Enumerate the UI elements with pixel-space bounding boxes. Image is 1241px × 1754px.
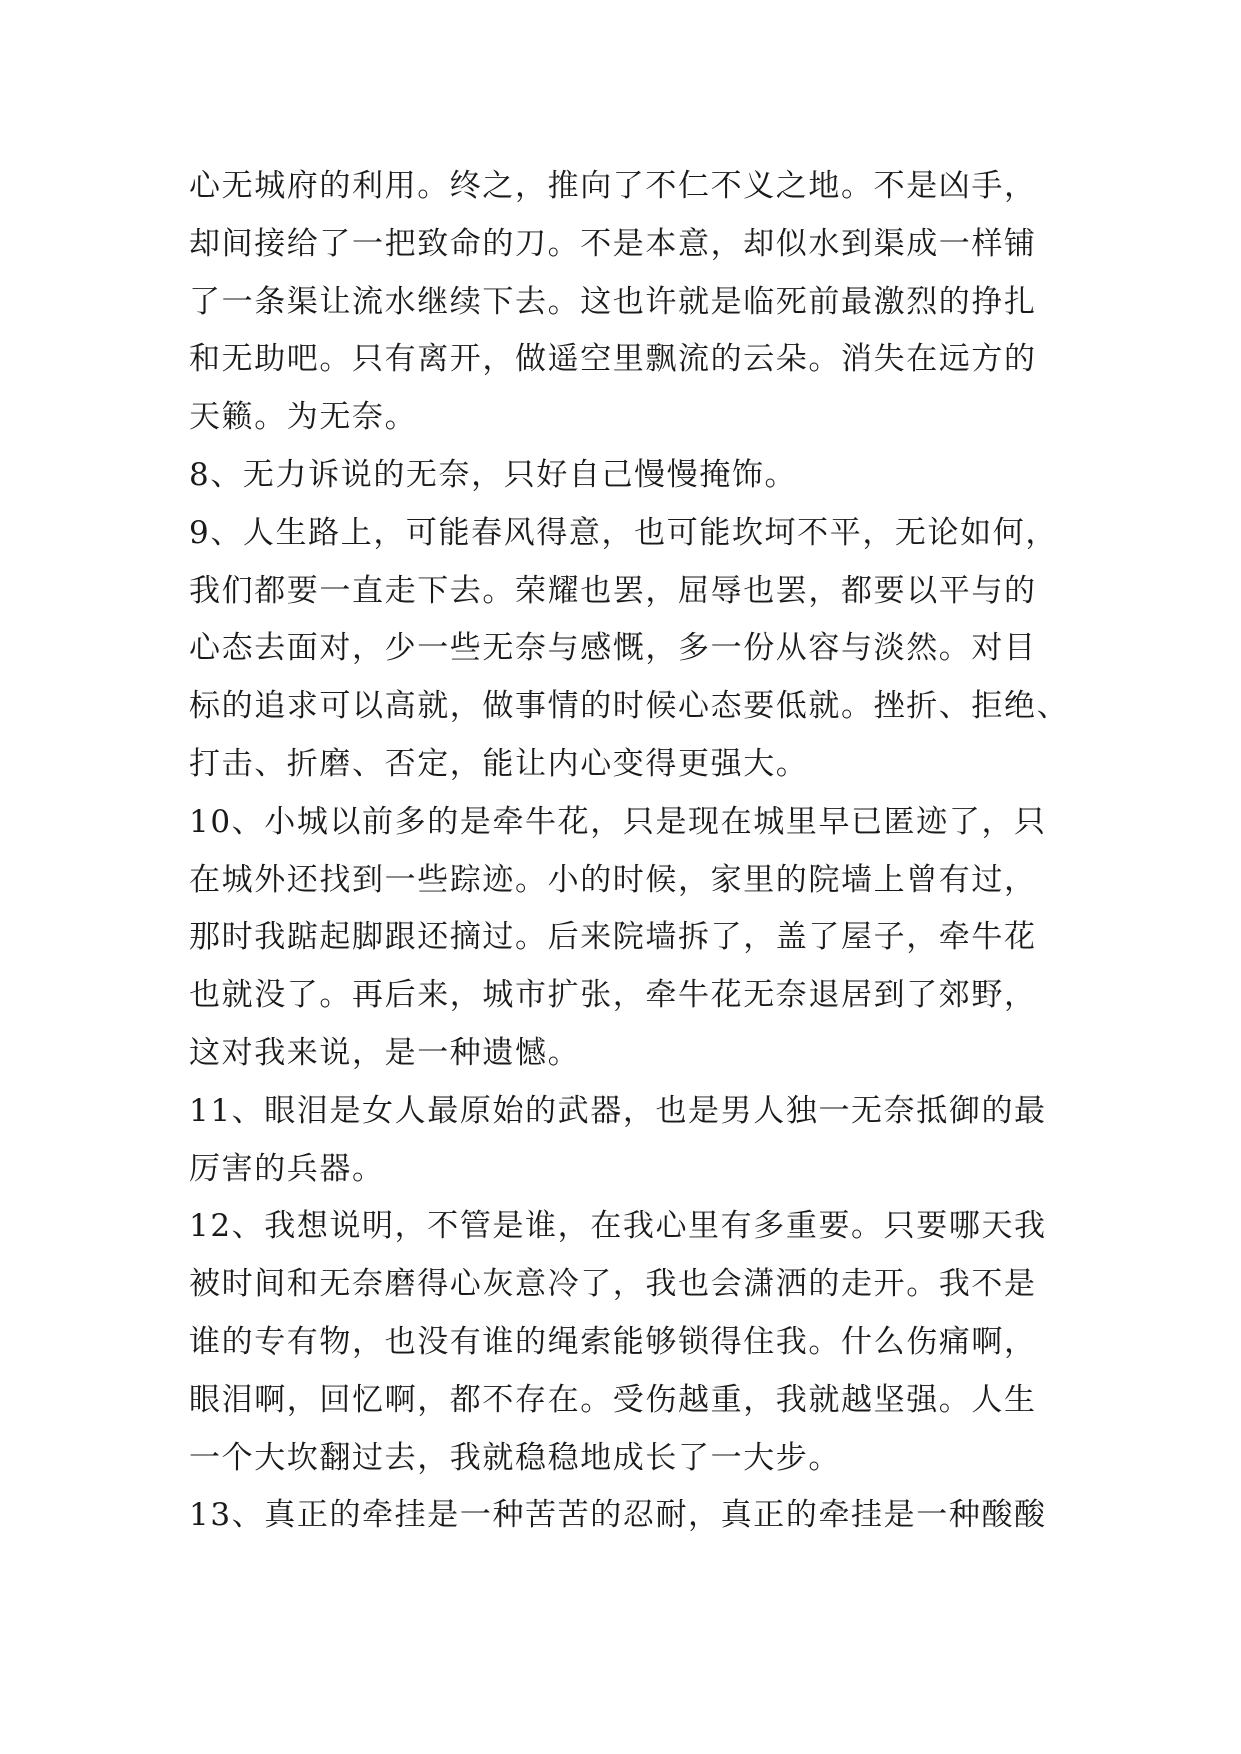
text-line: 标的追求可以高就，做事情的时候心态要低就。挫折、拒绝、 [189,688,1070,725]
paragraph-item-13 [189,1487,1069,1545]
text-line: 和无助吧。只有离开，做遥空里飘流的云朵。消失在远方的 [189,341,1037,378]
paragraph-item-12 [189,1198,1069,1487]
paragraph-item-9 [189,505,1069,794]
text-line: 13、真正的牵挂是一种苦苦的忍耐，真正的牵挂是一种酸酸 [189,1497,1047,1534]
text-line: 9、人生路上，可能春风得意，也可能坎坷不平，无论如何， [189,514,1058,551]
text-line: 8、无力诉说的无奈，只好自己慢慢掩饰。 [189,456,798,493]
text-line: 11、眼泪是女人最原始的武器，也是男人独一无奈抵御的最 [189,1092,1047,1129]
text-line: 厉害的兵器。 [189,1150,385,1187]
text-line: 我们都要一直走下去。荣耀也罢，屈辱也罢，都要以平与的 [189,572,1037,609]
text-line: 10、小城以前多的是牵牛花，只是现在城里早已匿迹了，只 [189,803,1047,840]
text-line: 一个大坎翻过去，我就稳稳地成长了一大步。 [189,1439,841,1476]
text-line: 在城外还找到一些踪迹。小的时候，家里的院墙上曾有过， [189,861,1037,898]
text-line: 却间接给了一把致命的刀。不是本意，却似水到渠成一样铺 [189,225,1037,262]
text-line: 天籁。为无奈。 [189,399,418,436]
text-line: 心无城府的利用。终之，推向了不仁不义之地。不是凶手， [189,168,1037,204]
paragraph-item-10 [189,794,1069,1083]
text-line: 谁的专有物，也没有谁的绳索能够锁得住我。什么伤痛啊， [189,1323,1037,1360]
text-line: 那时我踮起脚跟还摘过。后来院墙拆了，盖了屋子，牵牛花 [189,919,1037,956]
text-line: 12、我想说明，不管是谁，在我心里有多重要。只要哪天我 [189,1208,1047,1245]
text-line: 这对我来说，是一种遗憾。 [189,1034,581,1071]
text-line: 也就没了。再后来，城市扩张，牵牛花无奈退居到了郊野， [189,977,1037,1014]
document-body [189,158,1069,1545]
text-line: 了一条渠让流水继续下去。这也许就是临死前最激烈的挣扎 [189,283,1037,320]
paragraph-item-11 [189,1083,1069,1199]
text-line: 心态去面对，少一些无奈与感慨，多一份从容与淡然。对目 [189,630,1037,667]
paragraph-continuation [189,158,1069,447]
text-line: 被时间和无奈磨得心灰意冷了，我也会潇洒的走开。我不是 [189,1266,1037,1303]
text-line: 眼泪啊，回忆啊，都不存在。受伤越重，我就越坚强。人生 [189,1381,1037,1418]
paragraph-item-8 [189,447,1069,505]
text-line: 打击、折磨、否定，能让内心变得更强大。 [189,745,809,782]
